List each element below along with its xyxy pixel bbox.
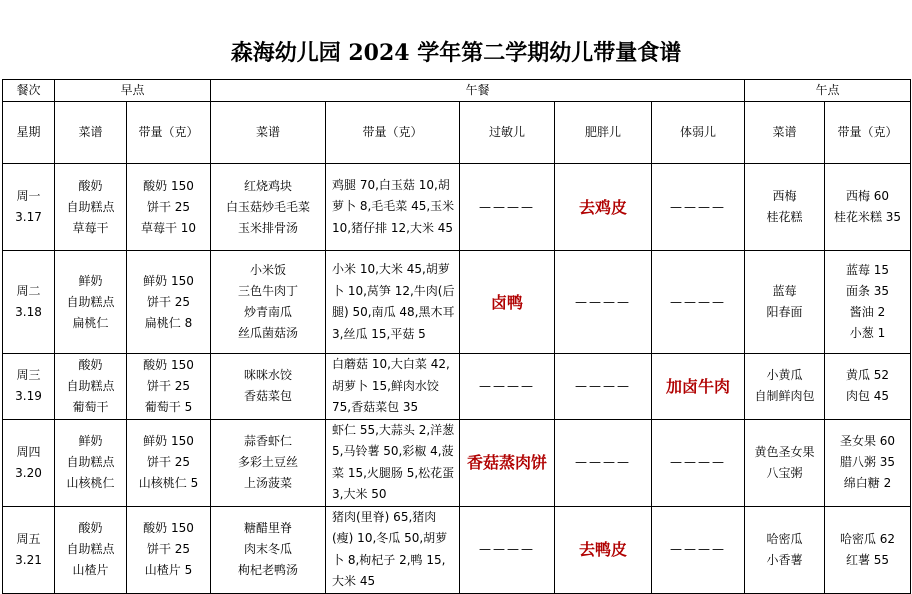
afternoon-menu-cell: 小黄瓜 自制鲜肉包	[745, 354, 825, 420]
breakfast-menu-cell: 鲜奶 自助糕点 山核桃仁	[55, 419, 127, 506]
allergy-cell: 香菇蒸肉饼	[460, 419, 555, 506]
table-row	[3, 251, 911, 354]
afternoon-qty-cell: 哈密瓜 62 红薯 55	[825, 506, 911, 593]
obese-cell: ————	[555, 251, 652, 354]
allergy-cell: ————	[460, 164, 555, 251]
breakfast-menu-cell: 酸奶 自助糕点 山楂片	[55, 506, 127, 593]
lunch-menu-header: 菜谱	[211, 102, 326, 164]
date-label: 3.19	[15, 389, 42, 404]
afternoon-qty-cell: 圣女果 60 腊八粥 35 绵白糖 2	[825, 419, 911, 506]
day-cell	[3, 251, 55, 354]
date-label: 3.18	[15, 305, 42, 319]
table-row	[3, 419, 911, 506]
breakfast-qty-cell: 酸奶 150 饼干 25 葡萄干 5	[127, 354, 211, 420]
breakfast-qty-header: 带量（克）	[127, 102, 211, 164]
day-label: 周二	[16, 284, 41, 298]
obese-cell: 去鸭皮	[555, 506, 652, 593]
table-row	[3, 354, 911, 420]
weak-cell: ————	[652, 251, 745, 354]
breakfast-qty-cell: 鲜奶 150 饼干 25 扁桃仁 8	[127, 251, 211, 354]
lunch-qty-cell: 白蘑菇 10,大白菜 42,胡萝卜 15,鲜肉水饺 75,香菇菜包 35	[326, 354, 460, 420]
day-cell	[3, 419, 55, 506]
weak-cell: ————	[652, 419, 745, 506]
breakfast-menu-cell: 鲜奶 自助糕点 扁桃仁	[55, 251, 127, 354]
afternoon-qty-cell: 黄瓜 52 肉包 45	[825, 354, 911, 420]
table-row	[3, 164, 911, 251]
afternoon-qty-header: 带量（克）	[825, 102, 911, 164]
afternoon-qty-cell: 西梅 60 桂花米糕 35	[825, 164, 911, 251]
breakfast-menu-header: 菜谱	[55, 102, 127, 164]
allergy-cell: ————	[460, 506, 555, 593]
day-cell	[3, 354, 55, 420]
day-label: 周五	[16, 531, 41, 546]
weak-header: 体弱儿	[652, 102, 745, 164]
breakfast-qty-cell: 酸奶 150 饼干 25 草莓干 10	[127, 164, 211, 251]
obese-cell: 去鸡皮	[555, 164, 652, 251]
afternoon-qty-cell: 蓝莓 15 面条 35 酱油 2 小葱 1	[825, 251, 911, 354]
afternoon-menu-cell: 黄色圣女果 八宝粥	[745, 419, 825, 506]
allergy-cell: 卤鸭	[460, 251, 555, 354]
header-row-columns	[3, 102, 911, 164]
afternoon-menu-cell: 蓝莓 阳春面	[745, 251, 825, 354]
lunch-qty-cell: 小米 10,大米 45,胡萝卜 10,莴笋 12,牛肉(后腿) 50,南瓜 48,黑木耳 3,丝瓜 15,平菇 5	[326, 251, 460, 354]
table-row	[3, 506, 911, 593]
afternoon-menu-cell: 哈密瓜 小香薯	[745, 506, 825, 593]
weak-cell: 加卤牛肉	[652, 354, 745, 420]
day-cell	[3, 506, 55, 593]
allergy-header: 过敏儿	[460, 102, 555, 164]
day-cell	[3, 164, 55, 251]
weak-cell: ————	[652, 506, 745, 593]
obese-cell: ————	[555, 354, 652, 420]
header-row-meals	[3, 80, 911, 102]
lunch-menu-cell: 蒜香虾仁 多彩土豆丝 上汤菠菜	[211, 419, 326, 506]
date-label: 3.21	[15, 552, 42, 567]
date-label: 3.17	[15, 210, 42, 224]
day-label: 周四	[16, 444, 41, 459]
lunch-header: 午餐	[211, 80, 745, 102]
lunch-menu-cell: 小米饭 三色牛肉丁 炒青南瓜 丝瓜菌菇汤	[211, 251, 326, 354]
obese-cell: ————	[555, 419, 652, 506]
breakfast-menu-cell: 酸奶 自助糕点 葡萄干	[55, 354, 127, 420]
lunch-menu-cell: 糖醋里脊 肉末冬瓜 枸杞老鸭汤	[211, 506, 326, 593]
meal-time-header: 餐次	[3, 80, 55, 102]
date-label: 3.20	[15, 465, 42, 480]
lunch-menu-cell: 红烧鸡块 白玉菇炒毛毛菜 玉米排骨汤	[211, 164, 326, 251]
afternoon-menu-cell: 西梅 桂花糕	[745, 164, 825, 251]
day-label: 周一	[16, 189, 41, 203]
lunch-qty-cell: 猪肉(里脊) 65,猪肉(瘦) 10,冬瓜 50,胡萝卜 8,枸杞子 2,鸭 15,大米 45	[326, 506, 460, 593]
lunch-qty-cell: 虾仁 55,大蒜头 2,洋葱 5,马铃薯 50,彩椒 4,菠菜 15,火腿肠 5,松花蛋 3,大米 50	[326, 419, 460, 506]
week-header: 星期	[3, 102, 55, 164]
breakfast-qty-cell: 酸奶 150 饼干 25 山楂片 5	[127, 506, 211, 593]
allergy-cell: ————	[460, 354, 555, 420]
breakfast-menu-cell: 酸奶 自助糕点 草莓干	[55, 164, 127, 251]
breakfast-qty-cell: 鲜奶 150 饼干 25 山核桃仁 5	[127, 419, 211, 506]
lunch-menu-cell: 咪咪水饺 香菇菜包	[211, 354, 326, 420]
day-label: 周三	[16, 368, 41, 383]
page-title: 森海幼儿园 2024 学年第二学期幼儿带量食谱	[230, 40, 682, 66]
afternoon-menu-header: 菜谱	[745, 102, 825, 164]
obese-header: 肥胖儿	[555, 102, 652, 164]
afternoon-snack-header: 午点	[745, 80, 911, 102]
breakfast-header: 早点	[55, 80, 211, 102]
weak-cell: ————	[652, 164, 745, 251]
menu-table	[2, 79, 911, 594]
lunch-qty-cell: 鸡腿 70,白玉菇 10,胡萝卜 8,毛毛菜 45,玉米 10,猪仔排 12,大米 45	[326, 164, 460, 251]
lunch-qty-header: 带量（克）	[326, 102, 460, 164]
